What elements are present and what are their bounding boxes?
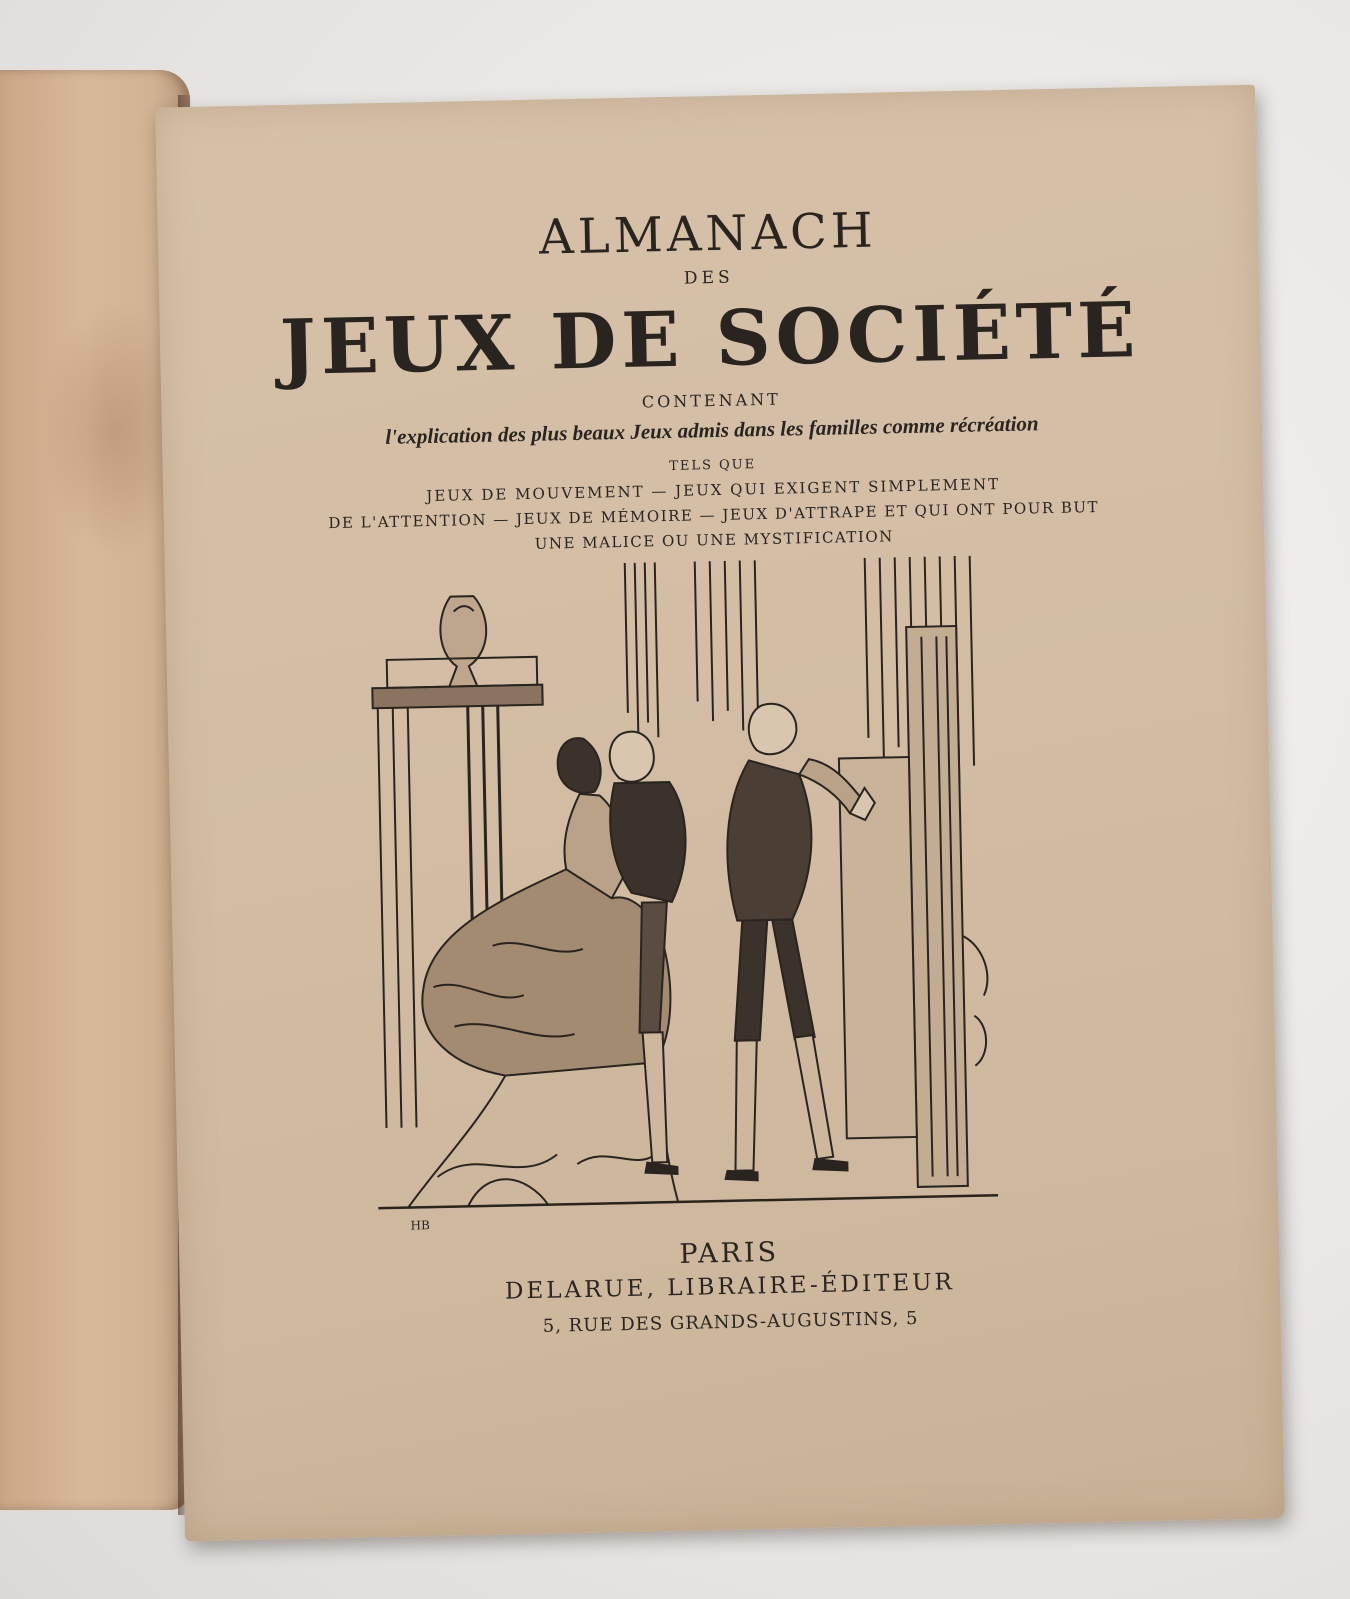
publisher-address: 5, RUE DES GRANDS-AUGUSTINS, 5 <box>542 1307 919 1337</box>
vase <box>370 595 542 709</box>
games-line-1: JEUX DE MOUVEMENT — JEUX QUI EXIGENT SIMPLEMENT <box>426 475 1001 506</box>
engraving-illustration <box>365 554 1059 1238</box>
title-main: JEUX DE SOCIÉTÉ <box>279 285 1142 393</box>
publisher: DELARUE, LIBRAIRE-ÉDITEUR <box>504 1269 956 1305</box>
title-page <box>155 85 1285 1542</box>
title-des: DES <box>683 267 734 289</box>
subtitle-tels-que: TELS QUE <box>669 457 757 474</box>
games-line-3: UNE MALICE OU UNE MYSTIFICATION <box>534 527 894 553</box>
door-frame <box>836 626 992 1189</box>
subtitle-explication: l'explication des plus beaux Jeux admis dans les familles comme récréation <box>385 411 1039 449</box>
subtitle-contenant: CONTENANT <box>641 389 782 412</box>
games-line-2: DE L'ATTENTION — JEUX DE MÉMOIRE — JEUX D'ATTRAPE ET QUI ONT POUR BUT <box>328 497 1100 533</box>
city: PARIS <box>679 1236 780 1270</box>
illustration-signature: HB <box>410 1218 431 1233</box>
title-almanach: ALMANACH <box>538 202 878 266</box>
